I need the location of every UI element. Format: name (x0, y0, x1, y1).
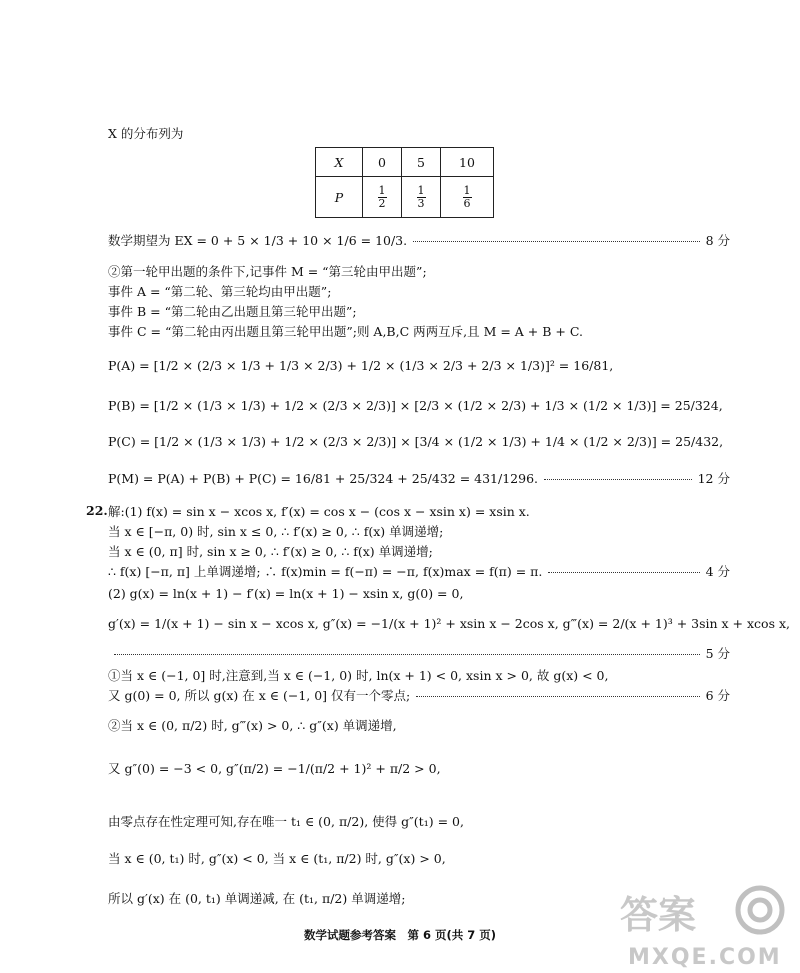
fraction: $\frac{1}{2}$ (378, 183, 386, 210)
score-label: 8 分 (705, 233, 730, 248)
table-row (316, 177, 494, 218)
score-label: 5 分 (705, 646, 730, 661)
q22-line-6: g′(x) = 1/(x + 1) − sin x − xcos x, g″(x) = −1/(x + 1)² + xsin x − 2cos x, g‴(x) = 2/(x + 1)³ + 3sin x + xcos x, (108, 616, 790, 631)
fraction: $\frac{1}{3}$ (417, 183, 425, 210)
fraction: $\frac{1}{6}$ (463, 183, 471, 210)
score-label: 6 分 (705, 688, 730, 703)
table-cell: 5 (402, 148, 441, 177)
q22-line-1: 解:(1) f(x) = sin x − xcos x, f′(x) = cos x − (cos x − xsin x) = xsin x. (108, 504, 530, 519)
q22-line-2: 当 x ∈ [−π, 0) 时, sin x ≤ 0, ∴ f′(x) ≥ 0, ∴ f(x) 单调递增; (108, 524, 444, 539)
formula-pm: P(M) = P(A) + P(B) + P(C) = 16/81 + 25/324 + 25/432 = 431/1296. (108, 471, 539, 486)
q22-line-8-text: 又 g(0) = 0, 所以 g(x) 在 x ∈ (−1, 0] 仅有一个零点; (108, 688, 411, 703)
dot-leader (413, 241, 699, 242)
table-cell (363, 177, 402, 218)
q22-score-line (108, 645, 730, 663)
score-label: 4 分 (705, 564, 730, 579)
formula-pb: P(B) = [1/2 × (1/3 × 1/3) + 1/2 × (2/3 × 2/3)] × [2/3 × (1/2 × 2/3) + 1/3 × (1/2 × 1/3)] = 25/324, (108, 398, 723, 413)
table-header-p: P (316, 177, 363, 218)
dot-leader (548, 572, 699, 573)
table-row (316, 148, 494, 177)
distribution-title: X 的分布列为 (108, 126, 184, 141)
page-footer: 数学试题参考答案 第 6 页(共 7 页) (303, 928, 497, 942)
q22-line-13: 所以 g′(x) 在 (0, t₁) 单调递减, 在 (t₁, π/2) 单调递增; (108, 891, 406, 906)
distribution-table (315, 147, 494, 218)
dot-leader (114, 654, 700, 655)
event-b: 事件 B = “第二轮由乙出题且第三轮甲出题”; (108, 304, 357, 319)
q22-line-12: 当 x ∈ (0, t₁) 时, g″(x) < 0, 当 x ∈ (t₁, π/2) 时, g″(x) > 0, (108, 851, 446, 866)
q22-line-3: 当 x ∈ (0, π] 时, sin x ≥ 0, ∴ f′(x) ≥ 0, ∴ f(x) 单调递增; (108, 544, 433, 559)
event-a: 事件 A = “第二轮、第三轮均由甲出题”; (108, 284, 332, 299)
table-cell: 0 (363, 148, 402, 177)
dot-leader (544, 479, 692, 480)
q22-line-8 (108, 687, 730, 705)
question-number: 22. (86, 503, 108, 518)
formula-pa: P(A) = [1/2 × (2/3 × 1/3 + 1/3 × 2/3) + 1/2 × (1/3 × 2/3 + 2/3 × 1/3)]² = 16/81, (108, 358, 614, 373)
q22-line-9: ②当 x ∈ (0, π/2) 时, g‴(x) > 0, ∴ g″(x) 单调递增, (108, 718, 397, 733)
watermark-logo (610, 880, 790, 970)
q22-line-4 (108, 563, 730, 581)
watermark-text: 答案 (620, 893, 697, 937)
score-label: 12 分 (697, 471, 730, 486)
event-c: 事件 C = “第二轮由丙出题且第三轮甲出题”;则 A,B,C 两两互斥,且 M = A + B + C. (108, 324, 583, 339)
formula-pc: P(C) = [1/2 × (1/3 × 1/3) + 1/2 × (2/3 × 2/3)] × [3/4 × (1/2 × 1/3) + 1/4 × (1/2 × 2/3)] = 25/432, (108, 434, 724, 449)
expectation-text: 数学期望为 EX = 0 + 5 × 1/3 + 10 × 1/6 = 10/3. (108, 233, 408, 248)
q22-line-5: (2) g(x) = ln(x + 1) − f′(x) = ln(x + 1) − xsin x, g(0) = 0, (108, 586, 464, 601)
table-cell (441, 177, 494, 218)
q22-line-10: 又 g″(0) = −3 < 0, g″(π/2) = −1/(π/2 + 1)² + π/2 > 0, (108, 761, 441, 776)
part2-intro: ②第一轮甲出题的条件下,记事件 M = “第三轮由甲出题”; (108, 264, 427, 279)
watermark-url: MXQE.COM (628, 945, 782, 970)
q22-line-4-text: ∴ f(x) [−π, π] 上单调递增; ∴ f(x)min = f(−π) = −π, f(x)max = f(π) = π. (108, 564, 543, 579)
q22-line-7: ①当 x ∈ (−1, 0] 时,注意到,当 x ∈ (−1, 0) 时, ln(x + 1) < 0, xsin x > 0, 故 g(x) < 0, (108, 668, 609, 683)
table-cell: 10 (441, 148, 494, 177)
dot-leader (416, 696, 699, 697)
q22-line-11: 由零点存在性定理可知,存在唯一 t₁ ∈ (0, π/2), 使得 g″(t₁) = 0, (108, 814, 464, 829)
watermark-badge-icon (738, 888, 782, 932)
formula-pm-line (108, 470, 730, 488)
table-cell (402, 177, 441, 218)
expectation-line (108, 232, 730, 250)
table-header-x: X (316, 148, 363, 177)
